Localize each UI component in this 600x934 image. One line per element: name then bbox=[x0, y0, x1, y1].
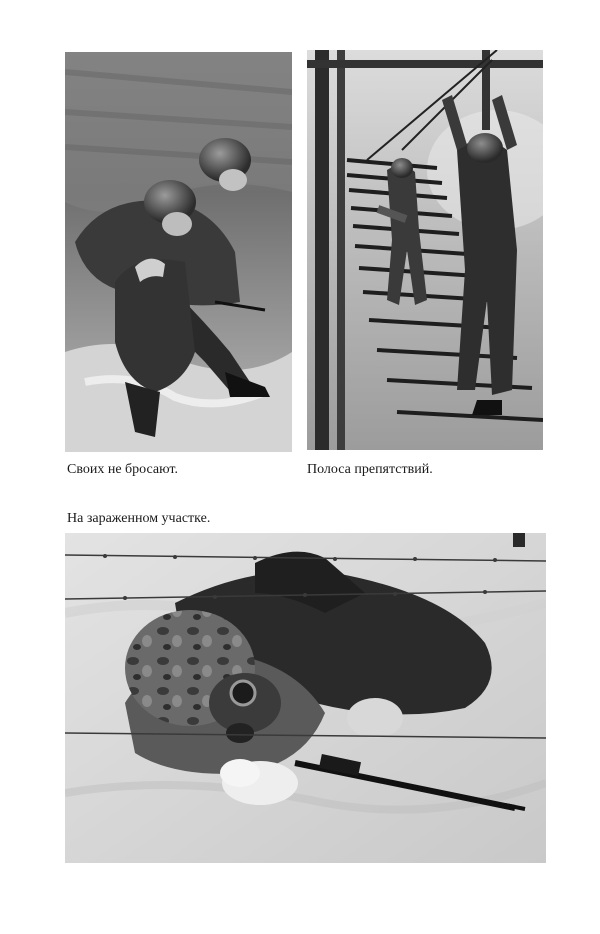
photo-obstacle-course-image bbox=[307, 50, 543, 450]
photo-contaminated-area bbox=[65, 533, 546, 863]
caption-right-photo: Полоса препятствий. bbox=[307, 462, 433, 477]
caption-left-photo: Своих не бросают. bbox=[67, 462, 178, 477]
caption-bottom-photo: На зараженном участке. bbox=[67, 511, 211, 526]
photo-obstacle-course bbox=[307, 50, 543, 450]
photo-soldier-carrying-comrade bbox=[65, 52, 292, 452]
photo-soldier-carrying-comrade-image bbox=[65, 52, 292, 452]
photo-contaminated-area-image bbox=[65, 533, 546, 863]
